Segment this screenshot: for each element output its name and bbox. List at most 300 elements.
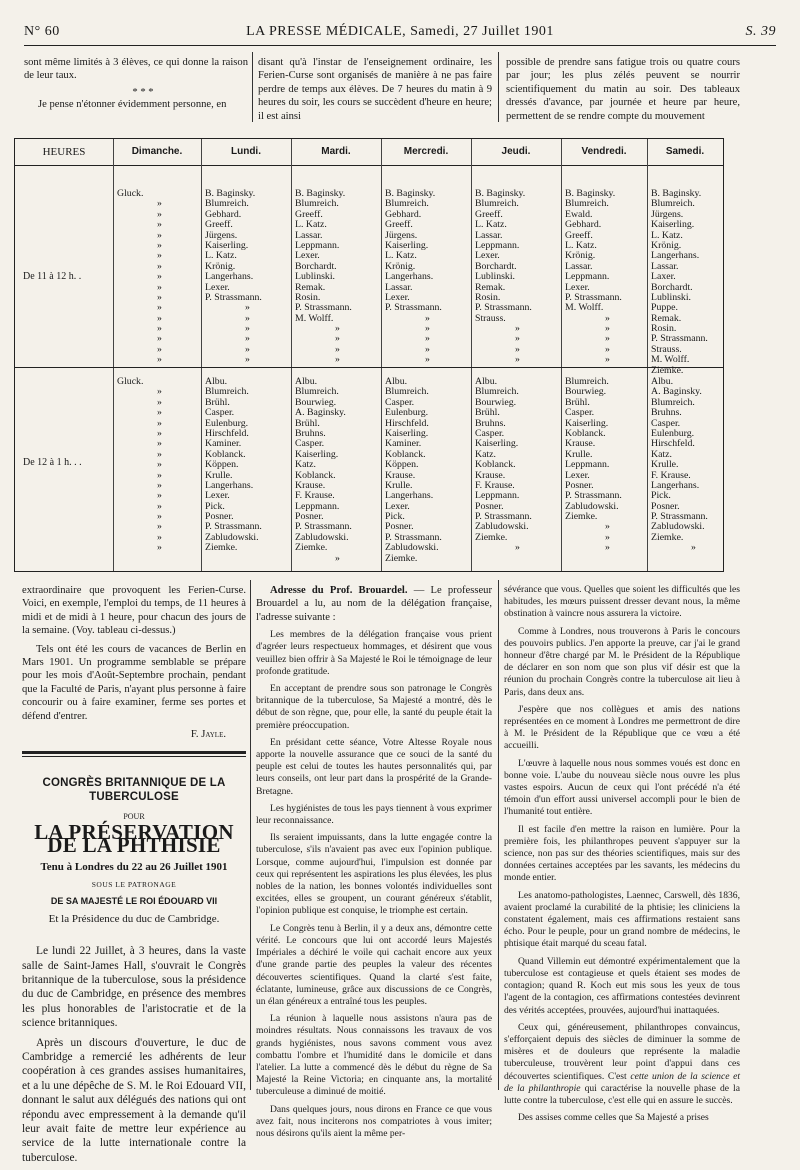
timetable-cell: Kaiserling.: [565, 417, 609, 429]
timetable-cell: P. Strassmann.: [475, 302, 532, 314]
timetable-cell: Ziemke.: [565, 511, 598, 523]
timetable-cell: »: [605, 354, 610, 366]
address-title: Adresse du Prof. Brouardel.: [270, 585, 408, 596]
presidency-line: Et la Présidence du duc de Cambridge.: [48, 912, 220, 925]
patronage-label: SOUS LE PATRONAGE: [91, 879, 177, 889]
timetable-cell: Bourwieg.: [565, 386, 607, 398]
timetable-cell: Ziemke.: [385, 552, 418, 564]
timetable-cell: Leppmann.: [475, 490, 520, 502]
top-column-2: [258, 56, 492, 128]
block2-monday: [205, 377, 262, 554]
timetable-cell: Lassar.: [475, 229, 503, 241]
timetable-cell: Albu.: [385, 376, 408, 387]
timetable-cell: »: [157, 500, 162, 512]
timetable-cell: L. Katz.: [565, 239, 597, 251]
timetable-cell: P. Strassmann.: [295, 521, 352, 533]
header-saturday: Samedi.: [665, 146, 705, 157]
timetable-cell: Blumreich.: [295, 198, 339, 210]
header-rule: [24, 45, 776, 46]
timetable-cell: »: [245, 354, 250, 366]
timetable-cell: Krulle.: [565, 448, 593, 460]
timetable-cell: Koblanck.: [205, 448, 246, 460]
paragraph: Les anatomo-pathologistes, Laennec, Carswell, dès 1836, avaient proclamé la curabilité de la phtisie; les cliniciens la constatent également, mais ces affirmations restaient sans écho. Pour le peuple, pour un grand nombre de médecins, le phtisique était marqué du sceau fatal.: [504, 889, 740, 950]
timetable-cell: Posner.: [205, 511, 234, 523]
timetable-cell: Brühl.: [295, 417, 320, 429]
timetable-cell: »: [157, 490, 162, 502]
timetable-cell: B. Baginsky.: [385, 188, 436, 199]
timetable-cell: Borchardt.: [651, 281, 693, 293]
timetable-cell: Posner.: [385, 521, 414, 533]
timetable-cell: M. Wolff.: [651, 354, 690, 366]
timetable-cell: B. Baginsky.: [205, 188, 256, 199]
timetable-cell: »: [157, 521, 162, 533]
timetable-cell: »: [157, 354, 162, 366]
timetable-cell: Jürgens.: [651, 208, 684, 220]
paragraph: Je pense n'étonner évidemment personne, en: [38, 98, 227, 110]
timetable-cell: Kaiserling.: [295, 448, 339, 460]
timetable-cell: Kaminer.: [205, 438, 242, 450]
timetable-cell: Krause.: [385, 469, 416, 481]
timetable-cell: »: [157, 219, 162, 231]
paragraph: Les hygiénistes de tous les pays tiennent à vous exprimer leur reconnaissance.: [256, 802, 492, 827]
timetable-cell: »: [335, 354, 340, 366]
timetable-cell: »: [425, 333, 430, 345]
block2-sunday: [117, 377, 162, 554]
timetable-cell: »: [605, 312, 610, 324]
timetable-cell: Casper.: [385, 396, 415, 408]
timetable-cell: Albu.: [651, 376, 674, 387]
timetable-cell: Koblanck.: [475, 459, 516, 471]
block1-tuesday: [295, 189, 352, 366]
timetable-cell: »: [157, 208, 162, 220]
paragraph: Ils seraient impuissants, dans la lutte engagée contre la tuberculose, s'ils n'avaient pas avec eux l'opinion publique. Lorsque, comme aujourd'hui, l'impulsion est donnée par ceux qui représentent les aspirations les plus élevées, les plus nobles de la nation, les bonnes volontés individuelles sont excitées, elles se groupent, un courant généreux s'établit, l'opinion publique est conquise, le triomphe est certain.: [256, 832, 492, 917]
timetable-cell: Lexer.: [565, 469, 590, 481]
timetable-cell: P. Strassmann.: [565, 291, 622, 303]
paragraph: Le lundi 22 Juillet, à 3 heures, dans la vaste salle de Saint-James Hall, s'ouvrait le Congrès britannique de la tuberculose, sous la présidence du duc de Cambridge, en présence des membres les plus honorables de l'aristocratie et de la science britanniques.: [22, 945, 246, 1030]
author-signature: F. Jayle.: [190, 729, 226, 741]
timetable-cell: Leppmann.: [475, 239, 520, 251]
timetable-cell: Lexer.: [295, 250, 320, 262]
timetable-cell: Langerhans.: [205, 271, 254, 283]
timetable-cell: F. Krause.: [475, 479, 515, 491]
timetable-cell: »: [425, 354, 430, 366]
timetable-cell: Remak.: [295, 281, 326, 293]
timetable-cell: L. Katz.: [651, 229, 683, 241]
timetable-cell: Lexer.: [475, 250, 500, 262]
timetable-cell: Jürgens.: [205, 229, 238, 241]
timetable-cell: Blumreich.: [385, 198, 429, 210]
paragraph: L'œuvre à laquelle nous nous sommes voués est donc en bonne voie. L'aube du nouveau siècle nous ouvre les plus vastes espoirs. Aucun de ceux qui l'ont précédé n'a été témoin d'un effort aussi universel accompli pour le bien de l'humanité tout entière.: [504, 757, 740, 818]
timetable-cell: Bourwieg.: [295, 396, 337, 408]
timetable-cell: Gluck.: [117, 376, 144, 387]
timetable-cell: Leppmann.: [565, 271, 610, 283]
timetable-cell: L. Katz.: [385, 250, 417, 262]
timetable-cell: Ewald.: [565, 208, 593, 220]
timetable-cell: F. Krause.: [651, 469, 691, 481]
paragraph: [504, 1022, 740, 1107]
table-column-line: [647, 139, 648, 571]
timetable-cell: »: [245, 333, 250, 345]
timetable-cell: Ziemke.: [651, 531, 684, 543]
timetable-cell: »: [335, 552, 340, 564]
timetable-cell: Langerhans.: [651, 479, 700, 491]
timetable-cell: Krulle.: [205, 469, 233, 481]
timetable-cell: »: [157, 291, 162, 303]
timetable-cell: Ziemke.: [295, 542, 328, 554]
top-column-1: [24, 56, 248, 116]
timetable-cell: Casper.: [651, 417, 681, 429]
timetable-cell: »: [157, 271, 162, 283]
timetable-cell: L. Katz.: [295, 219, 327, 231]
timetable-cell: P. Strassmann.: [385, 302, 442, 314]
column-divider: [498, 52, 499, 122]
timetable-cell: P. Strassmann.: [565, 490, 622, 502]
block1-sunday: [117, 189, 162, 366]
timetable-cell: Blumreich.: [295, 386, 339, 398]
table-column-line: [201, 139, 202, 571]
timetable-cell: P. Strassmann.: [651, 511, 708, 523]
timetable-cell: Blumreich.: [475, 198, 519, 210]
timetable-cell: »: [157, 511, 162, 523]
timetable-cell: Strauss.: [651, 343, 682, 355]
timetable-cell: »: [515, 343, 520, 355]
timetable-cell: »: [335, 343, 340, 355]
timetable-cell: Albu.: [205, 376, 228, 387]
timetable-cell: B. Baginsky.: [651, 188, 702, 199]
timetable-cell: Brühl.: [565, 396, 590, 408]
timetable-cell: »: [157, 407, 162, 419]
timetable-cell: »: [691, 542, 696, 554]
paragraph: Des assises comme celles que Sa Majesté a prises: [518, 1112, 709, 1124]
timetable-cell: Katz.: [295, 459, 316, 471]
block2-thursday: [475, 377, 532, 554]
timetable-cell: Krause.: [295, 479, 326, 491]
block1-monday: [205, 189, 262, 366]
text-segment: qui caractérise la nouvelle phase de la lutte contre la tuberculose, c'est elle qui en assure le succès.: [504, 1082, 740, 1106]
patron-name: DE SA MAJESTÉ LE ROI ÉDOUARD VII: [50, 896, 218, 907]
timetable-cell: Albu.: [475, 376, 498, 387]
paragraph: Tels ont été les cours de vacances de Berlin en Mars 1901. Un programme semblable se prépare pour les mois d'Août-Septembre prochain, pendant que la Faculté de Paris, n'ayant plus personne à faire concourir ou à faire examiner, ferme ses portes et défend d'entrer.: [22, 643, 246, 722]
timetable-cell: L. Katz.: [205, 250, 237, 262]
column-divider: [252, 52, 253, 122]
timetable-cell: Greeff.: [205, 219, 233, 231]
timetable-cell: B. Baginsky.: [475, 188, 526, 199]
timetable-cell: Bruhns.: [475, 417, 506, 429]
timetable-cell: Hirschfeld.: [651, 438, 695, 450]
timetable-cell: Leppmann.: [295, 500, 340, 512]
timetable-cell: »: [157, 427, 162, 439]
header-thursday: Jeudi.: [501, 146, 531, 157]
timetable-cell: »: [157, 229, 162, 241]
timetable-cell: P. Strassmann.: [651, 333, 708, 345]
article-main-title: LA PRÉSERVATION DE LA PHTHISIE: [34, 819, 234, 858]
bottom-column-3: [504, 584, 740, 1129]
timetable-cell: Krönig.: [385, 260, 416, 272]
timetable-cell: P. Strassmann.: [385, 531, 442, 543]
timetable-cell: »: [605, 531, 610, 543]
timetable-cell: Hirschfeld.: [385, 417, 429, 429]
timetable-cell: »: [605, 333, 610, 345]
timetable-cell: »: [157, 250, 162, 262]
timetable-cell: »: [157, 417, 162, 429]
timetable-cell: »: [157, 312, 162, 324]
timetable-cell: M. Wolff.: [565, 302, 604, 314]
timetable-cell: Krause.: [565, 438, 596, 450]
header-monday: Lundi.: [231, 146, 261, 157]
paragraph: Quand Villemin eut démontré expérimentalement que la tuberculose est contagieuse et quels étaient ses modes de contagion; quand R. Koch eut mis sous les yeux de tous l'agent de la contagion, ces affirmations contestées devinrent des vérités acceptées, prouvées, aujourd'hui inattaquées.: [504, 955, 740, 1016]
timetable-cell: P. Strassmann.: [475, 511, 532, 523]
address-intro: — Le professeur Brouardel a lu, au nom de la délégation française, l'adresse suivante :: [256, 585, 492, 623]
timetable-cell: Blumreich.: [385, 386, 429, 398]
header-tuesday: Mardi.: [321, 146, 351, 157]
header-hours: HEURES: [42, 146, 86, 158]
timetable-cell: Bruhns.: [295, 427, 326, 439]
timetable-cell: Köppen.: [385, 459, 419, 471]
timetable-cell: Blumreich.: [565, 376, 609, 387]
hours-label-11-12: De 11 à 12 h. .: [23, 271, 82, 282]
header-friday: Vendredi.: [581, 146, 627, 157]
timetable-cell: Blumreich.: [205, 386, 249, 398]
timetable-cell: Katz.: [475, 448, 496, 460]
paragraph: En présidant cette séance, Votre Altesse Royale nous apporte la nouvelle assurance que ce souci de la santé du peuple est celui de toutes les hautes personnalités qui, par leurs conseils, ont leur part dans la prospérité de la Grande-Bretagne.: [256, 736, 492, 797]
timetable-cell: Laxer.: [651, 271, 676, 283]
timetable-cell: Koblanck.: [295, 469, 336, 481]
timetable-cell: Zabludowski.: [295, 531, 349, 543]
timetable-cell: Jürgens.: [385, 229, 418, 241]
timetable-cell: Remak.: [475, 281, 506, 293]
timetable-cell: »: [157, 396, 162, 408]
timetable-cell: »: [157, 542, 162, 554]
table-column-line: [291, 139, 292, 571]
timetable-cell: Kaiserling.: [385, 239, 429, 251]
timetable-cell: Greeff.: [295, 208, 323, 220]
timetable-cell: Casper.: [295, 438, 325, 450]
emphasis-text: cette union de la science et de la philanthropie: [504, 1070, 741, 1094]
timetable-cell: P. Strassmann.: [205, 521, 262, 533]
timetable-cell: Bruhns.: [651, 407, 682, 419]
section-break-stars: * * *: [132, 86, 154, 98]
timetable-cell: Kaiserling.: [385, 427, 429, 439]
timetable-cell: Blumreich.: [565, 198, 609, 210]
paragraph: J'espère que nos collègues et amis des nations représentées en ce moment à Londres me permettront de dire à M. le Président de la République que ce vœu a été accueilli.: [504, 703, 740, 752]
bottom-column-1: [22, 584, 246, 1170]
timetable-cell: Langerhans.: [205, 479, 254, 491]
timetable-cell: »: [157, 333, 162, 345]
table-block-separator: [15, 367, 723, 368]
timetable-cell: »: [335, 333, 340, 345]
timetable-cell: »: [245, 323, 250, 335]
timetable-cell: Eulenburg.: [651, 427, 695, 439]
timetable-cell: Zabludowski.: [565, 500, 619, 512]
paragraph: La réunion à laquelle nous assistons n'aura pas de moindres résultats. Nous connaissons les travaux de vos grands hygiénistes, nous savons comment vous avez combattu l'ombre et l'humidité dans le domicile et dans l'atelier. La lutte a commencé dès le début du règne de Sa Majesté la Reine Victoria; en cinquante ans, la mortalité tuberculeuse a diminué de moitié.: [256, 1013, 492, 1098]
paragraph: Après un discours d'ouverture, le duc de Cambridge a remercié les adhérents de leur coopération à ces grandes assises humanitaires, et a lu une dépêche de S. M. le Roi Edouard VII, donnant le salut aux délégués des nations qui ont répondu avec empressement à la demande qu'il leur avait faite de mettre leur expérience au service de la lutte internationale contre la tuberculose.: [22, 1036, 246, 1164]
congress-title: CONGRÈS BRITANNIQUE DE LA TUBERCULOSE: [42, 777, 226, 803]
paragraph: [256, 584, 492, 624]
timetable-cell: Kaiserling.: [205, 239, 249, 251]
timetable-cell: Lublinski.: [651, 291, 692, 303]
timetable-cell: »: [515, 323, 520, 335]
timetable-cell: Posner.: [475, 500, 504, 512]
paragraph: Le Congrès tenu à Berlin, il y a deux ans, démontre cette vérité. Le concours que lui ont accordé leurs Majestés Impériales a déchiré le voile qui cachait encore aux yeux d'une grande partie des peuples la valeur des récentes découvertes scientifiques. Quand la clarté s'est faite, éclatante, lumineuse, grâce aux discussions de ce Congrès, un élan généreux a entraîné tous les peuples.: [256, 922, 492, 1007]
paragraph: En acceptant de prendre sous son patronage le Congrès britannique de la tuberculose, Sa Majesté a montré, dès le début de son règne, que, pour elle, la santé du peuple était la première préoccupation.: [256, 683, 492, 731]
block2-tuesday: [295, 377, 352, 564]
page-number: S. 39: [745, 24, 776, 39]
timetable-cell: P. Strassmann.: [295, 302, 352, 314]
timetable-cell: Lexer.: [205, 490, 230, 502]
timetable-cell: Leppmann.: [295, 239, 340, 251]
timetable-cell: Lexer.: [205, 281, 230, 293]
timetable-cell: Greeff.: [565, 229, 593, 241]
timetable-cell: Kaiserling.: [475, 438, 519, 450]
table-column-line: [561, 139, 562, 571]
table-header-row: [15, 139, 723, 166]
table-column-line: [113, 139, 114, 571]
block2-saturday: [651, 377, 708, 554]
timetable-cell: Puppe.: [651, 302, 678, 314]
timetable-cell: Zabludowski.: [651, 521, 705, 533]
timetable-cell: »: [515, 333, 520, 345]
timetable-cell: B. Baginsky.: [295, 188, 346, 199]
timetable-cell: »: [245, 302, 250, 314]
timetable-cell: »: [335, 323, 340, 335]
timetable-cell: Rosin.: [475, 291, 501, 303]
timetable-cell: Hirschfeld.: [205, 427, 249, 439]
timetable-cell: P. Strassmann.: [205, 291, 262, 303]
timetable-cell: »: [515, 542, 520, 554]
timetable-cell: Zabludowski.: [205, 531, 259, 543]
timetable-cell: Casper.: [565, 407, 595, 419]
timetable-cell: Ziemke.: [205, 542, 238, 554]
timetable-cell: »: [157, 531, 162, 543]
timetable-cell: Posner.: [565, 479, 594, 491]
header-wednesday: Mercredi.: [403, 146, 449, 157]
timetable-cell: Lublinski.: [475, 271, 516, 283]
timetable-cell: Köppen.: [205, 459, 239, 471]
hours-label-12-1: De 12 à 1 h. . .: [23, 457, 82, 468]
timetable-cell: Krönig.: [205, 260, 236, 272]
paragraph: Dans quelques jours, nous dirons en France ce que vous avez fait, nous inciterons nos compatriotes à vous imiter; nous désirons qu'ils aient la même per-: [256, 1103, 492, 1139]
timetable-cell: Greeff.: [475, 208, 503, 220]
timetable-cell: A. Baginsky.: [295, 407, 346, 419]
timetable-cell: »: [157, 386, 162, 398]
timetable-cell: »: [245, 312, 250, 324]
paragraph: disant qu'à l'instar de l'enseignement ordinaire, les Ferien-Curse sont organisés de manière à ne pas faire perdre de temps aux élèves. De 7 heures du matin à 9 heures du soir, les cours se succèdent d'heure en heure; il est ainsi: [258, 57, 492, 122]
timetable-cell: Borchardt.: [475, 260, 517, 272]
timetable-cell: Langerhans.: [385, 490, 434, 502]
timetable-cell: Ziemke.: [651, 364, 684, 376]
ferien-text: extraordinaire que provoquent les Ferien-Curse. Voici, en exemple, l'emploi du temps, de 11 heures à midi et de midi à 1 heure, pour chacun des jours de la semaine. (Voy. tableau ci-dessus.): [22, 585, 246, 637]
timetable-cell: Krulle.: [651, 459, 679, 471]
timetable-cell: Rosin.: [295, 291, 321, 303]
timetable-cell: Lassar.: [295, 229, 323, 241]
timetable-cell: Lexer.: [385, 500, 410, 512]
timetable-cell: »: [157, 459, 162, 471]
timetable-cell: »: [157, 438, 162, 450]
text-segment: Ceux qui, généreusement, philanthropes convaincus, s'efforçaient depuis des siècles de diminuer la somme de misères et de douleurs que représente la maladie tuberculeuse, trouvèrent leur point d'appui dans ces découvertes scientifiques. C'est: [504, 1021, 740, 1082]
timetable-cell: Krönig.: [565, 250, 596, 262]
timetable-cell: Gebhard.: [385, 208, 422, 220]
timetable-cell: »: [605, 343, 610, 355]
timetable-cell: Lassar.: [385, 281, 413, 293]
timetable-cell: Casper.: [475, 427, 505, 439]
timetable-cell: »: [157, 469, 162, 481]
timetable-cell: »: [605, 521, 610, 533]
block2-friday: [565, 377, 622, 554]
timetable-cell: Casper.: [205, 407, 235, 419]
timetable-cell: Greeff.: [385, 219, 413, 231]
paragraph: Comme à Londres, nous trouverons à Paris le concours des pouvoirs publics. J'en apporte la preuve, car j'ai le grand honneur d'être chargé par M. le Président de la République de déclarer en son nom que son plus vif désir est que la réunion du prochain Congrès contre la tuberculose ait lieu à Paris, dans deux ans.: [504, 625, 740, 698]
paragraph: possible de prendre sans fatigue trois ou quatre cours par jour; les plus zélés peuvent se nourrir scientifiquement du matin au soir. Des tableaux dressés d'avance, par journée et heure par heure, permettent de se rendre compte du mouvement: [506, 57, 740, 122]
paragraph: sévérance que vous. Quelles que soient les difficultés que les habitudes, les mœurs puissent dresser devant nous, la même obstination à vaincre nous assurera la victoire.: [504, 584, 740, 620]
timetable-cell: Eulenburg.: [205, 417, 249, 429]
table-column-line: [471, 139, 472, 571]
timetable-cell: Blumreich.: [475, 386, 519, 398]
timetable-cell: Lassar.: [651, 260, 679, 272]
timetable-cell: Borchardt.: [295, 260, 337, 272]
timetable-cell: Posner.: [651, 500, 680, 512]
timetable-cell: »: [157, 302, 162, 314]
timetable-cell: Rosin.: [651, 323, 677, 335]
timetable-cell: Brühl.: [205, 396, 230, 408]
timetable-cell: Pick.: [651, 490, 671, 502]
page-header: [24, 24, 776, 44]
timetable-cell: Gebhard.: [205, 208, 242, 220]
paragraph: sont même limités à 3 élèves, ce qui donne la raison de leur taux.: [24, 57, 248, 82]
timetable-cell: »: [157, 260, 162, 272]
timetable-cell: Bourwieg.: [475, 396, 517, 408]
journal-title: LA PRESSE MÉDICALE, Samedi, 27 Juillet 1901: [246, 24, 554, 39]
timetable-cell: Katz.: [651, 448, 672, 460]
timetable-cell: Koblanck.: [565, 427, 606, 439]
article-title-block: [22, 777, 246, 926]
timetable-cell: Zabludowski.: [385, 542, 439, 554]
timetable-cell: »: [157, 281, 162, 293]
timetable-cell: »: [245, 343, 250, 355]
column-divider: [498, 580, 499, 1090]
timetable-cell: Krulle.: [385, 479, 413, 491]
top-column-3: [506, 56, 740, 128]
header-sunday: Dimanche.: [131, 146, 183, 157]
table-column-line: [381, 139, 382, 571]
timetable-cell: L. Katz.: [475, 219, 507, 231]
timetable-cell: Gebhard.: [565, 219, 602, 231]
column-divider: [250, 580, 251, 1090]
timetable-cell: Pick.: [385, 511, 405, 523]
timetable-cell: Koblanck.: [385, 448, 426, 460]
timetable-cell: »: [425, 343, 430, 355]
timetable-cell: Lassar.: [565, 260, 593, 272]
paragraph: Il est facile d'en mettre la raison en lumière. Pour la première fois, les philanthropes peuvent s'appuyer sur la science, non pas sur des théories scientifiques, mais sur des données certaines acceptées par les savants, les médecins du monde entier.: [504, 823, 740, 884]
timetable-cell: »: [425, 323, 430, 335]
section-rule: [22, 751, 246, 754]
paragraph: Les membres de la délégation française vous prient d'agréer leurs respectueux hommages, et désirent que vous veuillez bien offrir à Sa Majesté le Roi le témoignage de leur profonde gratitude.: [256, 629, 492, 677]
timetable-cell: Lexer.: [385, 291, 410, 303]
timetable-cell: B. Baginsky.: [565, 188, 616, 199]
timetable-cell: M. Wolff.: [295, 312, 334, 324]
issue-number: N° 60: [24, 24, 60, 39]
block2-wednesday: [385, 377, 442, 564]
block1-friday: [565, 189, 622, 366]
course-timetable: [14, 138, 724, 572]
timetable-cell: Lublinski.: [295, 271, 336, 283]
timetable-cell: »: [425, 312, 430, 324]
timetable-cell: Eulenburg.: [385, 407, 429, 419]
block1-thursday: [475, 189, 532, 366]
timetable-cell: Krönig.: [651, 239, 682, 251]
timetable-cell: Leppmann.: [565, 459, 610, 471]
timetable-cell: Pick.: [205, 500, 225, 512]
timetable-cell: Blumreich.: [205, 198, 249, 210]
